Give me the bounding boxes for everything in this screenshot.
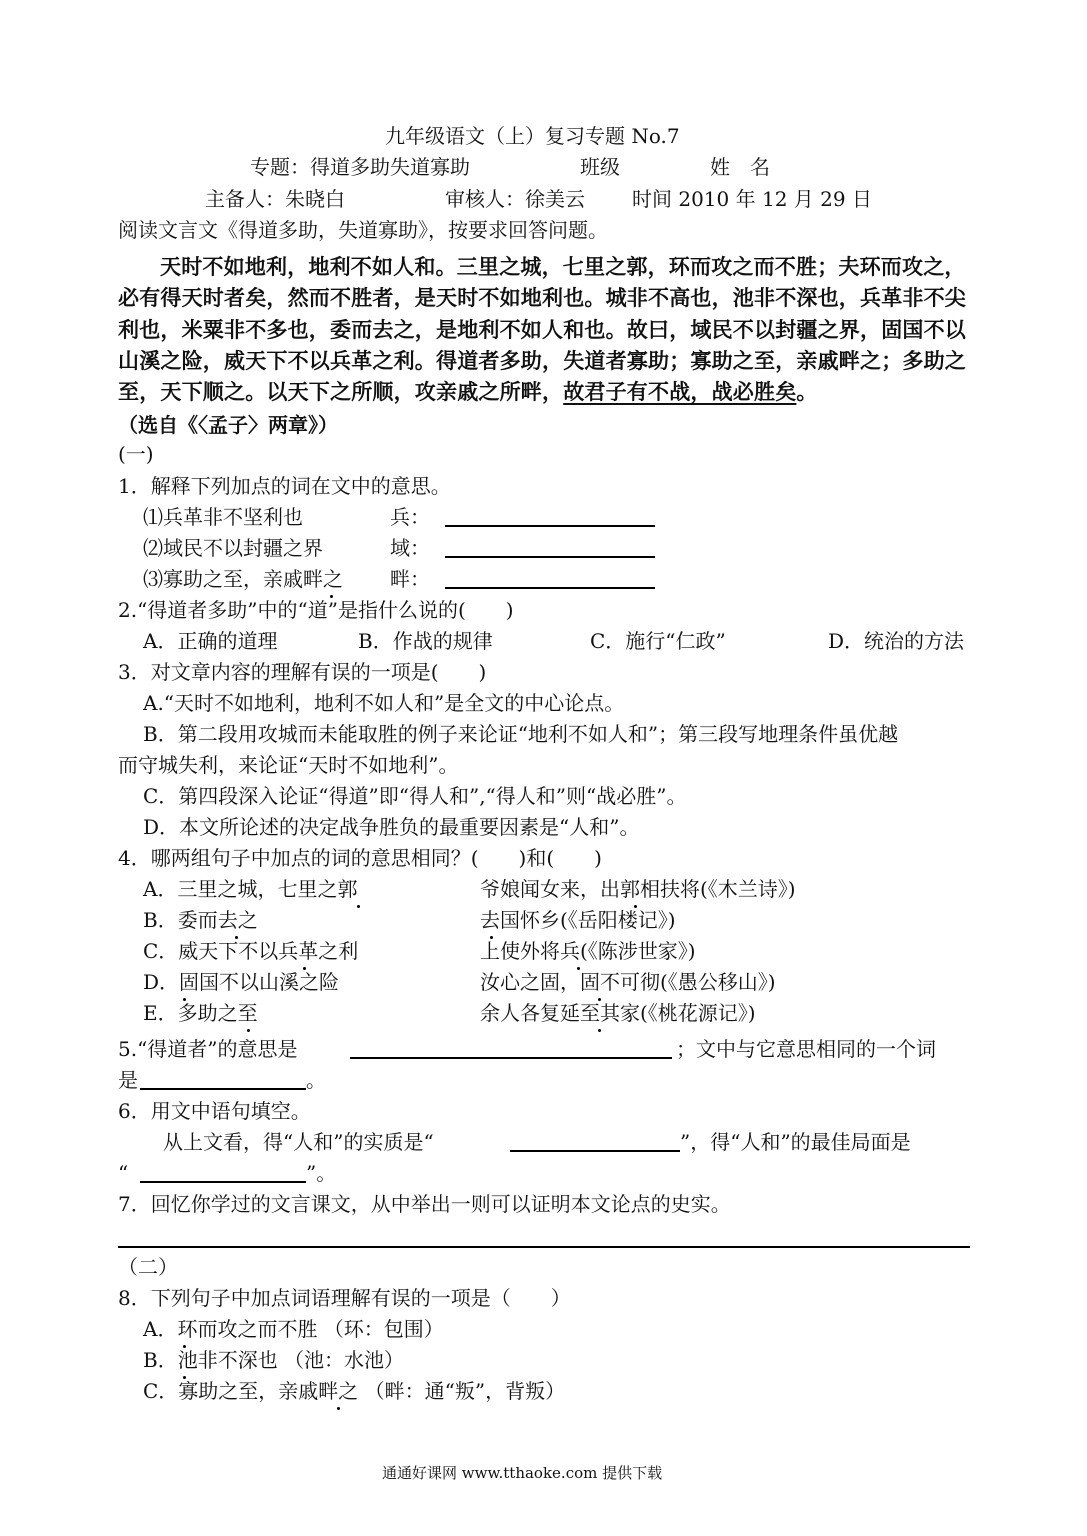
reading-instruction: 阅读文言文《得道多助，失道寡助》，按要求回答问题。 (118, 218, 608, 242)
q3-option-c: C．第四段深入论证“得道”即“得人和”,“得人和”则“战必胜”。 (143, 784, 687, 808)
date: 时间 2010 年 12 月 29 日 (632, 187, 872, 211)
emphasis-dot (357, 905, 360, 908)
q6-text1: 从上文看，得“人和”的实质是“ (163, 1130, 434, 1154)
q1-answer-2-blank[interactable] (445, 536, 655, 558)
q8-option-c: C．寡助之至，亲戚畔之 （畔：通“叛”，背叛） (143, 1379, 566, 1403)
emphasis-dot (183, 1345, 186, 1348)
q4-row-e-left: E．多助之至 (143, 1001, 258, 1025)
footer-credit: 通通好课网 www.tthaoke.com 提供下载 (382, 1464, 663, 1482)
q1-item-3: ⑶寡助之至，亲戚畔之 (143, 567, 343, 591)
q4-row-b-right: 去国怀乡(《岳阳楼记》) (480, 908, 676, 932)
q1-item-2-word: 域： (390, 536, 430, 560)
preparer: 主备人：朱晓白 (205, 187, 345, 211)
q4-row-a-left: A．三里之城，七里之郭 (143, 877, 358, 901)
q4-row-c-right: 上使外将兵(《陈涉世家》) (480, 939, 696, 963)
name-label: 姓 名 (710, 155, 770, 179)
reviewer: 审核人：徐美云 (445, 187, 585, 211)
q1-item-1-word: 兵： (390, 505, 430, 529)
q4-row-b-left: B．委而去之 (143, 908, 258, 932)
q6-text2: ”，得“人和”的最佳局面是 (680, 1130, 911, 1154)
q2-option-b: B．作战的规律 (358, 629, 493, 653)
q4-row-d-left: D．固国不以山溪之险 (143, 970, 340, 994)
emphasis-dot (577, 967, 580, 970)
q1-stem: 1．解释下列加点的词在文中的意思。 (118, 474, 451, 498)
emphasis-dot (183, 1376, 186, 1379)
q1-answer-1-blank[interactable] (445, 505, 655, 527)
emphasis-dot (247, 1029, 250, 1032)
q2-option-d: D．统治的方法 (828, 629, 965, 653)
q1-item-3-word: 畔： (390, 567, 430, 591)
passage-end: 。 (796, 380, 818, 405)
q5-word-blank[interactable] (140, 1068, 306, 1090)
q5-line2: 是 (118, 1068, 138, 1092)
answer-line-divider (118, 1246, 970, 1248)
passage-text: 天时不如地利，地利不如人和。三里之城，七里之郭，环而攻之而不胜；夫环而攻之，必有得天时者矣，然而不胜者，是天时不如地利也。城非不高也，池非不深也，兵革非不尖利也，米粟非不多也，委而去之，是地利不如人和也。故曰，域民不以封疆之界，固国不以山溪之险，威天下不以兵革之利。得道者多助，失道者寡助；寡助之至，亲戚畔之；多助之至，天下顺之。以天下之所顺，攻亲戚之所畔， (118, 255, 966, 405)
q3-option-b-cont: 而守城失利，来论证“天时不如地利”。 (118, 753, 459, 777)
passage-underlined-sentence: 故君子有不战，战必胜矣 (563, 380, 797, 405)
q6-text4: ”。 (306, 1161, 337, 1185)
q2-option-c: C．施行“仁政” (590, 629, 726, 653)
q5-end: 。 (306, 1068, 326, 1092)
emphasis-dot (235, 936, 238, 939)
q6-text3: “ (118, 1161, 129, 1185)
q1-item-2: ⑵域民不以封疆之界 (143, 536, 323, 560)
section-one-label: (一) (118, 442, 154, 466)
emphasis-dot (634, 905, 637, 908)
q5-mid: ；文中与它意思相同的一个词 (676, 1037, 936, 1061)
q7-stem: 7．回忆你学过的文言课文，从中举出一则可以证明本文论点的史实。 (118, 1192, 731, 1216)
q5-meaning-blank[interactable] (350, 1037, 672, 1059)
emphasis-dot (303, 967, 306, 970)
q4-row-a-right: 爷娘闻女来，出郭相扶将(《木兰诗》) (480, 877, 796, 901)
emphasis-dot (598, 998, 601, 1001)
q4-stem: 4．哪两组句子中加点的词的意思相同？( )和( ) (118, 846, 602, 870)
emphasis-dot (598, 1029, 601, 1032)
q8-option-a: A．环而攻之而不胜 （环：包围） (143, 1317, 444, 1341)
q1-answer-3-blank[interactable] (445, 567, 655, 589)
q8-option-b: B．池非不深也 （池：水池） (143, 1348, 405, 1372)
emphasis-dot (183, 998, 186, 1001)
q4-row-c-left: C．威天下不以兵革之利 (143, 939, 359, 963)
q6-best-situation-blank[interactable] (140, 1161, 306, 1183)
q3-option-b: B．第二段用攻城而未能取胜的例子来论证“地利不如人和”；第三段写地理条件虽优越 (143, 722, 899, 746)
classical-passage (118, 252, 970, 408)
q6-essence-blank[interactable] (510, 1130, 680, 1152)
emphasis-dot (337, 1407, 340, 1410)
q2-option-a: A．正确的道理 (143, 629, 278, 653)
emphasis-dot (330, 595, 333, 598)
q6-stem: 6．用文中语句填空。 (118, 1099, 311, 1123)
q1-item-1: ⑴兵革非不坚利也 (143, 505, 303, 529)
q4-row-d-right: 汝心之固，固不可彻(《愚公移山》) (480, 970, 776, 994)
q3-option-d: D．本文所论述的决定战争胜负的最重要因素是“人和”。 (143, 815, 640, 839)
class-label: 班级 (580, 155, 620, 179)
passage-source: （选自《〈孟子〉两章》） (118, 413, 338, 437)
topic-label: 专题：得道多助失道寡助 (250, 155, 470, 179)
q8-stem: 8．下列句子中加点词语理解有误的一项是（ ） (118, 1286, 571, 1310)
q3-option-a: A.“天时不如地利，地利不如人和”是全文的中心论点。 (143, 691, 625, 715)
q2-stem: 2.“得道者多助”中的“道”是指什么说的( ) (118, 598, 514, 622)
q5-stem: 5.“得道者”的意思是 (118, 1037, 298, 1061)
q3-stem: 3．对文章内容的理解有误的一项是( ) (118, 660, 487, 684)
q4-row-e-right: 余人各复延至其家(《桃花源记》) (480, 1001, 756, 1025)
emphasis-dot (490, 936, 493, 939)
worksheet-title: 九年级语文（上）复习专题 No.7 (385, 124, 680, 148)
section-two-label: （二） (118, 1255, 178, 1279)
